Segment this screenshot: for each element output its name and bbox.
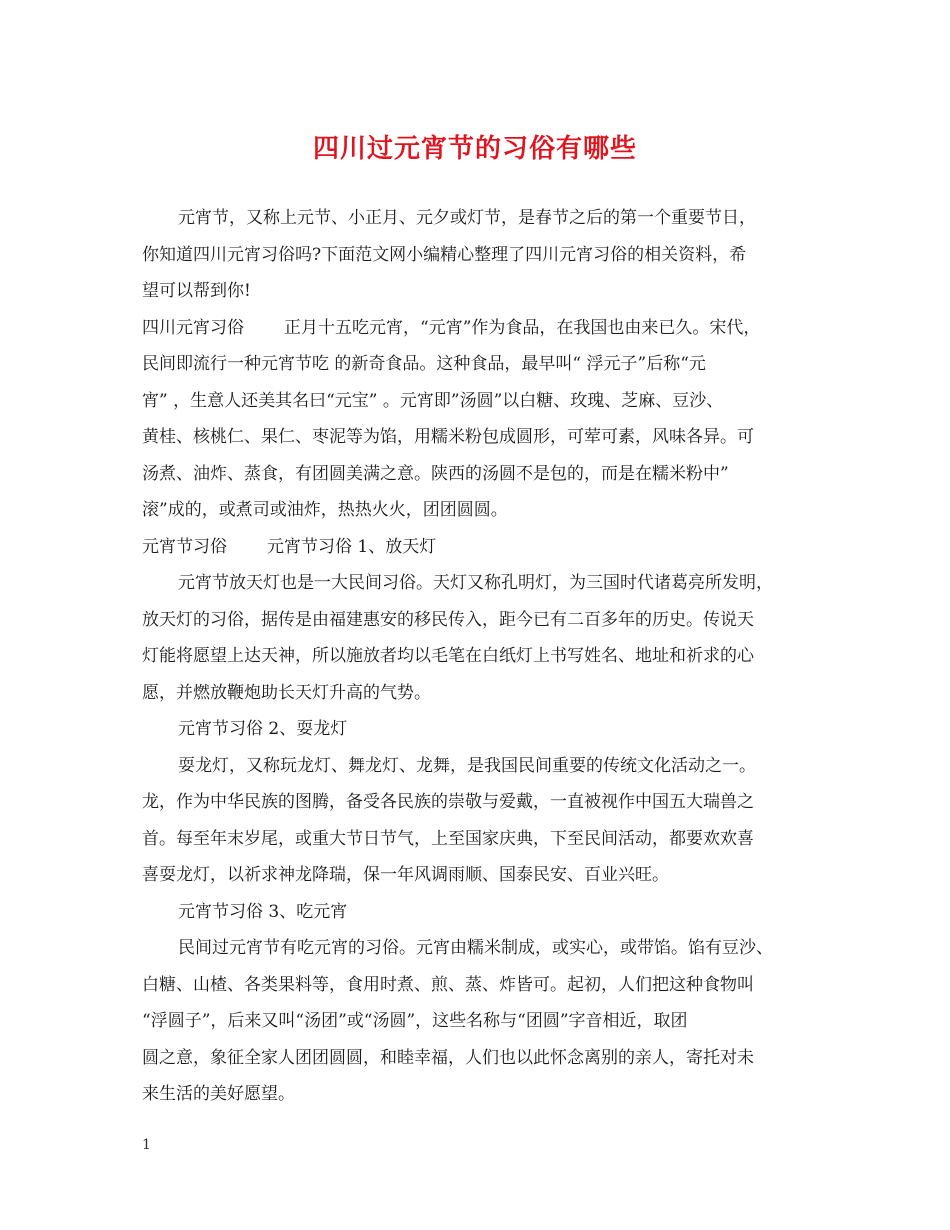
text-line: 白糖、山楂、各类果料等，食用时煮、煎、蒸、炸皆可。起初，人们把这种食物叫	[142, 974, 754, 995]
text-line: 元宵节放天灯也是一大民间习俗。天灯又称孔明灯，为三国时代诸葛亮所发明，	[178, 573, 773, 593]
section-heading: 元宵节习俗	[142, 536, 227, 557]
text-line: 来生活的美好愿望。	[142, 1084, 295, 1104]
document-title: 四川过元宵节的习俗有哪些	[312, 134, 637, 164]
text-line: 圆之意，象征全家人团团圆圆，和睦幸福，人们也以此怀念离别的亲人，寄托对未	[142, 1047, 754, 1068]
text-line: 愿，并燃放鞭炮助长天灯升高的气势。	[142, 682, 431, 703]
subsection-heading: 元宵节习俗 2、耍龙灯	[178, 719, 348, 739]
text-line: 喜耍龙灯，以祈求神龙降瑞，保一年风调雨顺、国泰民安、百业兴旺。	[142, 865, 669, 885]
subsection-heading: 元宵节习俗 3、吃元宵	[178, 901, 348, 922]
text-line: 黄桂、核桃仁、果仁、枣泥等为馅，用糯米粉包成圆形，可荤可素，风味各异。可	[142, 427, 754, 447]
text-line: 龙，作为中华民族的图腾，备受各民族的崇敬与爱戴，一直被视作中国五大瑞兽之	[142, 792, 754, 812]
document-body	[142, 200, 814, 1113]
text-line: 灯能将愿望上达天神，所以施放者均以毛笔在白纸灯上书写姓名、地址和祈求的心	[142, 646, 754, 666]
text-line: 汤煮、油炸、蒸食，有团圆美满之意。陕西的汤圆不是包的，而是在糯米粉中”	[142, 463, 729, 484]
text-line-composite	[142, 529, 814, 566]
text-line: 滚”成的，或煮司或油炸，热热火火，团团圆圆。	[142, 500, 508, 520]
section-heading: 四川元宵习俗	[142, 317, 244, 338]
text-line: 望可以帮到你!	[142, 281, 251, 301]
text-line: 元宵节，又称上元节、小正月、元夕或灯节，是春节之后的第一个重要节日，	[178, 208, 756, 228]
text-line: 你知道四川元宵习俗吗?下面范文网小编精心整理了四川元宵习俗的相关资料，希	[142, 244, 747, 265]
text-line: 民间即流行一种元宵节吃 的新奇食品。这种食品，最早叫“ 浮元子”后称“元	[142, 354, 706, 374]
text-line: 放天灯的习俗，据传是由福建惠安的移民传入，距今已有二百多年的历史。传说天	[142, 609, 754, 630]
text-line: 民间过元宵节有吃元宵的习俗。元宵由糯米制成，或实心，或带馅。馅有豆沙、	[178, 938, 773, 958]
text-line: 耍龙灯，又称玩龙灯、舞龙灯、龙舞，是我国民间重要的传统文化活动之一。	[178, 755, 756, 776]
subsection-heading: 元宵节习俗 1、放天灯	[267, 536, 437, 557]
text-line: 宵” ，生意人还美其名曰“元宝” 。元宵即”汤圆”以白糖、玫瑰、芝麻、豆沙、	[142, 390, 724, 411]
page-number: 1	[142, 1137, 151, 1153]
text-line: 首。每至年末岁尾，或重大节日节气，上至国家庆典，下至民间活动，都要欢欢喜	[142, 828, 754, 849]
text-line: “浮圆子”，后来又叫“汤团”或“汤圆”，这些名称与“团圆”字音相近，取团	[142, 1011, 688, 1031]
text-line-composite	[142, 310, 814, 347]
text-line: 正月十五吃元宵，“元宵”作为食品，在我国也由来已久。宋代，	[284, 317, 761, 338]
